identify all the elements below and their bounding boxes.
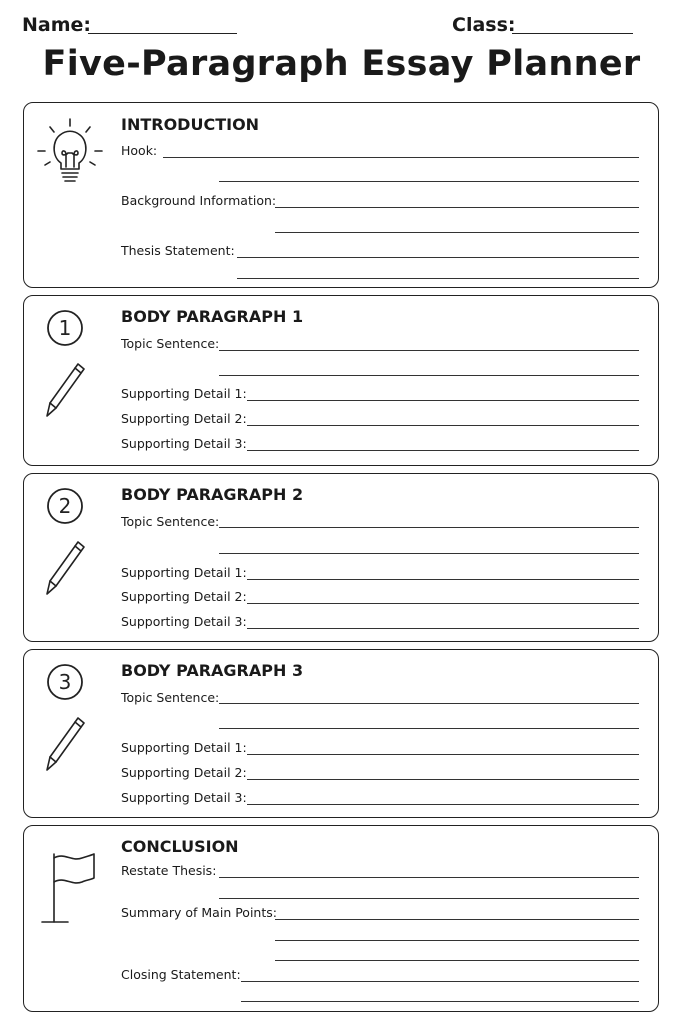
body-paragraph-1-detail-3-label: Supporting Detail 3: [121,436,247,451]
body-paragraph-3-detail-3-label: Supporting Detail 3: [121,790,247,805]
closing-statement-label: Closing Statement: [121,967,241,982]
body-paragraph-1-detail-3-line[interactable] [247,450,639,451]
name-label: Name: [22,14,92,36]
background-information-label: Background Information: [121,193,277,208]
page-title: Five-Paragraph Essay Planner [42,44,641,84]
pencil-icon [47,718,84,770]
body-paragraph-3-detail-1-label: Supporting Detail 1: [121,740,247,755]
class-label: Class: [452,14,516,36]
body-paragraph-2-detail-3-label: Supporting Detail 3: [121,614,247,629]
background-information-line-2[interactable] [275,232,639,233]
body-paragraph-1-section [23,295,659,466]
closing-statement-line-2[interactable] [241,1001,639,1002]
closing-statement-line-1[interactable] [241,981,639,982]
body-paragraph-1-title: BODY PARAGRAPH 1 [121,307,304,326]
thesis-statement-line-1[interactable] [237,257,639,258]
number-2-circle-icon [44,486,90,598]
body-paragraph-3-detail-2-line[interactable] [247,779,639,780]
restate-thesis-label: Restate Thesis: [121,863,217,878]
body-paragraph-1-detail-2-line[interactable] [247,425,639,426]
introduction-title: INTRODUCTION [121,115,260,134]
number-1-circle-icon [44,308,90,420]
lightbulb-icon [36,117,104,189]
restate-thesis-line-2[interactable] [219,898,639,899]
body-paragraph-2-topic-line-1[interactable] [219,527,639,528]
summary-of-main-points-label: Summary of Main Points: [121,905,277,920]
thesis-statement-label: Thesis Statement: [121,243,235,258]
pencil-icon [47,364,84,416]
background-information-line-1[interactable] [275,207,639,208]
hook-label: Hook: [121,143,158,158]
body-paragraph-1-topic-line-1[interactable] [219,350,639,351]
hook-line-1[interactable] [163,157,639,158]
hook-line-2[interactable] [219,181,639,182]
body-paragraph-1-topic-label: Topic Sentence: [121,336,220,351]
body-paragraph-3-number: 3 [58,670,72,694]
body-paragraph-1-detail-1-label: Supporting Detail 1: [121,386,247,401]
body-paragraph-2-detail-1-line[interactable] [247,579,639,580]
body-paragraph-3-topic-line-2[interactable] [219,728,639,729]
thesis-statement-line-2[interactable] [237,278,639,279]
body-paragraph-3-detail-3-line[interactable] [247,804,639,805]
body-paragraph-2-topic-line-2[interactable] [219,553,639,554]
body-paragraph-3-section [23,649,659,818]
conclusion-title: CONCLUSION [121,837,239,856]
flag-icon [38,850,98,928]
body-paragraph-2-detail-1-label: Supporting Detail 1: [121,565,247,580]
summary-of-main-points-line-2[interactable] [275,940,639,941]
class-field[interactable] [512,33,633,34]
body-paragraph-3-title: BODY PARAGRAPH 3 [121,661,304,680]
body-paragraph-2-detail-3-line[interactable] [247,628,639,629]
body-paragraph-3-detail-2-label: Supporting Detail 2: [121,765,247,780]
body-paragraph-2-section [23,473,659,642]
summary-of-main-points-line-3[interactable] [275,960,639,961]
body-paragraph-1-topic-line-2[interactable] [219,375,639,376]
summary-of-main-points-line-1[interactable] [275,919,639,920]
number-3-circle-icon [44,662,90,774]
body-paragraph-1-detail-1-line[interactable] [247,400,639,401]
body-paragraph-1-detail-2-label: Supporting Detail 2: [121,411,247,426]
body-paragraph-2-number: 2 [58,494,72,518]
conclusion-section [23,825,659,1012]
body-paragraph-3-topic-label: Topic Sentence: [121,690,220,705]
body-paragraph-2-detail-2-label: Supporting Detail 2: [121,589,247,604]
body-paragraph-1-number: 1 [58,316,72,340]
pencil-icon [47,542,84,594]
body-paragraph-3-detail-1-line[interactable] [247,754,639,755]
body-paragraph-2-title: BODY PARAGRAPH 2 [121,485,304,504]
introduction-section [23,102,659,288]
body-paragraph-2-detail-2-line[interactable] [247,603,639,604]
name-field[interactable] [88,33,237,34]
body-paragraph-2-topic-label: Topic Sentence: [121,514,220,529]
restate-thesis-line-1[interactable] [219,877,639,878]
body-paragraph-3-topic-line-1[interactable] [219,703,639,704]
